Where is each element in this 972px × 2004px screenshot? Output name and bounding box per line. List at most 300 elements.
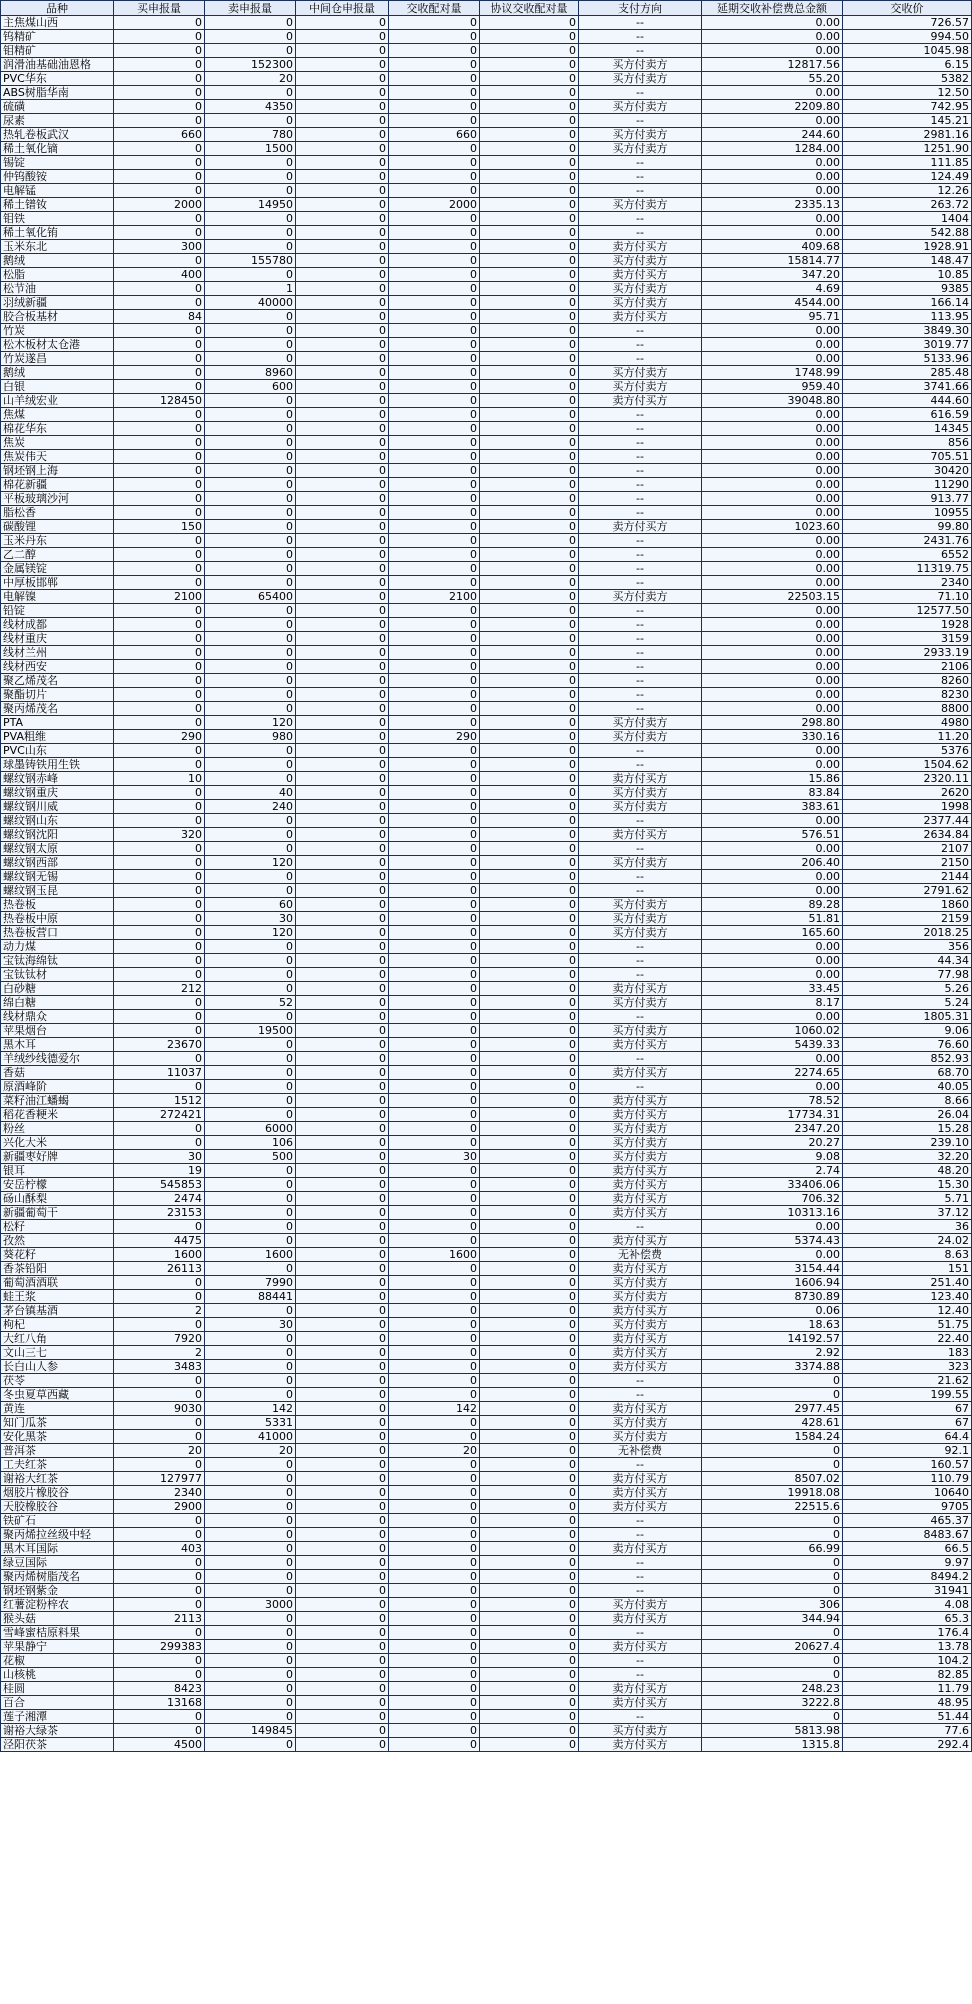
cell-intermediate-warehouse: 0 <box>296 1038 389 1052</box>
cell-agreement-matched: 0 <box>480 996 579 1010</box>
cell-delivery-price: 2377.44 <box>843 814 972 828</box>
table-row <box>1 58 972 72</box>
cell-delivery-price: 92.1 <box>843 1444 972 1458</box>
cell-intermediate-warehouse: 0 <box>296 1584 389 1598</box>
cell-payment-direction: 买方付卖方 <box>579 254 702 268</box>
cell-delivery-matched: 0 <box>389 1360 480 1374</box>
cell-delivery-price: 8230 <box>843 688 972 702</box>
cell-payment-direction: -- <box>579 212 702 226</box>
cell-payment-direction: 买方付卖方 <box>579 898 702 912</box>
cell-buy-declared: 0 <box>114 1136 205 1150</box>
cell-deferred-compensation: 8.17 <box>702 996 843 1010</box>
column-header-variety: 品种 <box>1 1 114 16</box>
cell-delivery-price: 12.50 <box>843 86 972 100</box>
cell-variety: 红薯淀粉梓农 <box>1 1598 114 1612</box>
cell-agreement-matched: 0 <box>480 1248 579 1262</box>
cell-payment-direction: -- <box>579 16 702 30</box>
cell-delivery-matched: 0 <box>389 898 480 912</box>
cell-variety: 螺纹钢山东 <box>1 814 114 828</box>
cell-variety: 线材成都 <box>1 618 114 632</box>
cell-delivery-price: 1928.91 <box>843 240 972 254</box>
cell-variety: 新疆枣好牌 <box>1 1150 114 1164</box>
table-row <box>1 478 972 492</box>
cell-payment-direction: 卖方付买方 <box>579 268 702 282</box>
cell-delivery-matched: 0 <box>389 1696 480 1710</box>
table-row <box>1 1318 972 1332</box>
cell-sell-declared: 0 <box>205 422 296 436</box>
cell-payment-direction: 卖方付买方 <box>579 1696 702 1710</box>
cell-intermediate-warehouse: 0 <box>296 856 389 870</box>
cell-payment-direction: -- <box>579 576 702 590</box>
cell-variety: 铅锭 <box>1 604 114 618</box>
cell-deferred-compensation: 2347.20 <box>702 1122 843 1136</box>
cell-variety: 棉花新疆 <box>1 478 114 492</box>
cell-buy-declared: 0 <box>114 534 205 548</box>
cell-delivery-price: 48.95 <box>843 1696 972 1710</box>
cell-sell-declared: 0 <box>205 842 296 856</box>
cell-payment-direction: -- <box>579 464 702 478</box>
cell-variety: 工夫红茶 <box>1 1458 114 1472</box>
cell-buy-declared: 0 <box>114 688 205 702</box>
cell-delivery-price: 8800 <box>843 702 972 716</box>
cell-delivery-price: 15.28 <box>843 1122 972 1136</box>
cell-deferred-compensation: 17734.31 <box>702 1108 843 1122</box>
cell-sell-declared: 0 <box>205 562 296 576</box>
cell-delivery-price: 6.15 <box>843 58 972 72</box>
cell-sell-declared: 0 <box>205 674 296 688</box>
cell-sell-declared: 0 <box>205 450 296 464</box>
cell-delivery-price: 2933.19 <box>843 646 972 660</box>
cell-buy-declared: 0 <box>114 324 205 338</box>
cell-intermediate-warehouse: 0 <box>296 618 389 632</box>
cell-agreement-matched: 0 <box>480 1584 579 1598</box>
cell-variety: 兴化大米 <box>1 1136 114 1150</box>
cell-delivery-price: 356 <box>843 940 972 954</box>
cell-payment-direction: 卖方付买方 <box>579 1472 702 1486</box>
cell-variety: 葵花籽 <box>1 1248 114 1262</box>
cell-buy-declared: 2 <box>114 1346 205 1360</box>
cell-deferred-compensation: 39048.80 <box>702 394 843 408</box>
cell-deferred-compensation: 0.00 <box>702 1052 843 1066</box>
cell-delivery-matched: 0 <box>389 114 480 128</box>
table-row <box>1 926 972 940</box>
cell-payment-direction: 卖方付买方 <box>579 1164 702 1178</box>
table-row <box>1 1206 972 1220</box>
cell-payment-direction: -- <box>579 968 702 982</box>
cell-delivery-price: 5133.96 <box>843 352 972 366</box>
cell-buy-declared: 0 <box>114 44 205 58</box>
cell-payment-direction: -- <box>579 702 702 716</box>
cell-delivery-price: 51.75 <box>843 1318 972 1332</box>
cell-buy-declared: 0 <box>114 758 205 772</box>
cell-agreement-matched: 0 <box>480 1080 579 1094</box>
cell-delivery-price: 104.2 <box>843 1654 972 1668</box>
table-row <box>1 1164 972 1178</box>
cell-buy-declared: 1600 <box>114 1248 205 1262</box>
cell-buy-declared: 0 <box>114 716 205 730</box>
cell-deferred-compensation: 2977.45 <box>702 1402 843 1416</box>
cell-sell-declared: 0 <box>205 30 296 44</box>
cell-payment-direction: 卖方付买方 <box>579 310 702 324</box>
cell-intermediate-warehouse: 0 <box>296 212 389 226</box>
cell-delivery-price: 994.50 <box>843 30 972 44</box>
cell-delivery-matched: 0 <box>389 1430 480 1444</box>
cell-delivery-matched: 0 <box>389 534 480 548</box>
cell-deferred-compensation: 0 <box>702 1458 843 1472</box>
cell-deferred-compensation: 206.40 <box>702 856 843 870</box>
cell-intermediate-warehouse: 0 <box>296 1570 389 1584</box>
table-row <box>1 870 972 884</box>
cell-intermediate-warehouse: 0 <box>296 170 389 184</box>
cell-intermediate-warehouse: 0 <box>296 366 389 380</box>
cell-deferred-compensation: 89.28 <box>702 898 843 912</box>
table-row <box>1 772 972 786</box>
cell-delivery-matched: 0 <box>389 856 480 870</box>
cell-deferred-compensation: 0.00 <box>702 114 843 128</box>
cell-deferred-compensation: 14192.57 <box>702 1332 843 1346</box>
cell-variety: 尿素 <box>1 114 114 128</box>
cell-delivery-price: 742.95 <box>843 100 972 114</box>
cell-delivery-price: 44.34 <box>843 954 972 968</box>
cell-deferred-compensation: 78.52 <box>702 1094 843 1108</box>
cell-buy-declared: 0 <box>114 842 205 856</box>
column-header-sell-declared: 卖申报量 <box>205 1 296 16</box>
cell-sell-declared: 4350 <box>205 100 296 114</box>
cell-sell-declared: 0 <box>205 492 296 506</box>
cell-intermediate-warehouse: 0 <box>296 1234 389 1248</box>
cell-intermediate-warehouse: 0 <box>296 1052 389 1066</box>
cell-delivery-matched: 0 <box>389 324 480 338</box>
cell-payment-direction: -- <box>579 758 702 772</box>
cell-intermediate-warehouse: 0 <box>296 492 389 506</box>
cell-variety: 电解锰 <box>1 184 114 198</box>
cell-sell-declared: 0 <box>205 352 296 366</box>
cell-buy-declared: 0 <box>114 1010 205 1024</box>
cell-variety: 绵白糖 <box>1 996 114 1010</box>
cell-payment-direction: -- <box>579 814 702 828</box>
cell-delivery-matched: 0 <box>389 632 480 646</box>
cell-buy-declared: 0 <box>114 282 205 296</box>
cell-delivery-matched: 0 <box>389 156 480 170</box>
cell-delivery-matched: 0 <box>389 1038 480 1052</box>
cell-delivery-matched: 0 <box>389 1066 480 1080</box>
cell-payment-direction: 买方付卖方 <box>579 58 702 72</box>
cell-variety: 焦炭 <box>1 436 114 450</box>
cell-payment-direction: 无补偿费 <box>579 1248 702 1262</box>
table-row <box>1 1528 972 1542</box>
cell-deferred-compensation: 0.00 <box>702 16 843 30</box>
cell-sell-declared: 0 <box>205 1374 296 1388</box>
cell-delivery-matched: 0 <box>389 226 480 240</box>
cell-delivery-matched: 0 <box>389 1164 480 1178</box>
cell-variety: 长白山人参 <box>1 1360 114 1374</box>
cell-variety: 茅台镇基酒 <box>1 1304 114 1318</box>
cell-delivery-price: 263.72 <box>843 198 972 212</box>
cell-sell-declared: 240 <box>205 800 296 814</box>
cell-delivery-matched: 0 <box>389 926 480 940</box>
table-row <box>1 1654 972 1668</box>
cell-payment-direction: -- <box>579 1570 702 1584</box>
cell-variety: 桂圆 <box>1 1682 114 1696</box>
cell-buy-declared: 0 <box>114 226 205 240</box>
cell-variety: 碳酸锂 <box>1 520 114 534</box>
cell-delivery-matched: 2100 <box>389 590 480 604</box>
cell-intermediate-warehouse: 0 <box>296 16 389 30</box>
cell-variety: 雪峰蜜桔原料果 <box>1 1626 114 1640</box>
table-row <box>1 450 972 464</box>
cell-variety: 枸杞 <box>1 1318 114 1332</box>
cell-agreement-matched: 0 <box>480 716 579 730</box>
cell-sell-declared: 0 <box>205 1206 296 1220</box>
cell-variety: 线材兰州 <box>1 646 114 660</box>
cell-variety: 知门瓜茶 <box>1 1416 114 1430</box>
cell-agreement-matched: 0 <box>480 72 579 86</box>
cell-delivery-price: 151 <box>843 1262 972 1276</box>
cell-variety: 焦煤 <box>1 408 114 422</box>
cell-agreement-matched: 0 <box>480 954 579 968</box>
cell-buy-declared: 128450 <box>114 394 205 408</box>
cell-variety: 谢裕大绿茶 <box>1 1724 114 1738</box>
table-row <box>1 198 972 212</box>
cell-agreement-matched: 0 <box>480 534 579 548</box>
cell-sell-declared: 0 <box>205 1178 296 1192</box>
cell-agreement-matched: 0 <box>480 324 579 338</box>
cell-variety: 羽绒新疆 <box>1 296 114 310</box>
table-row <box>1 114 972 128</box>
cell-delivery-price: 2620 <box>843 786 972 800</box>
cell-sell-declared: 0 <box>205 534 296 548</box>
cell-delivery-price: 1805.31 <box>843 1010 972 1024</box>
cell-payment-direction: 买方付卖方 <box>579 1416 702 1430</box>
cell-payment-direction: -- <box>579 156 702 170</box>
cell-agreement-matched: 0 <box>480 310 579 324</box>
cell-sell-declared: 0 <box>205 1346 296 1360</box>
cell-payment-direction: -- <box>579 954 702 968</box>
cell-intermediate-warehouse: 0 <box>296 1290 389 1304</box>
cell-intermediate-warehouse: 0 <box>296 1304 389 1318</box>
cell-sell-declared: 0 <box>205 1094 296 1108</box>
table-row <box>1 1542 972 1556</box>
cell-delivery-price: 82.85 <box>843 1668 972 1682</box>
cell-deferred-compensation: 5439.33 <box>702 1038 843 1052</box>
cell-agreement-matched: 0 <box>480 884 579 898</box>
cell-delivery-price: 123.40 <box>843 1290 972 1304</box>
cell-intermediate-warehouse: 0 <box>296 86 389 100</box>
cell-buy-declared: 0 <box>114 100 205 114</box>
cell-delivery-matched: 30 <box>389 1150 480 1164</box>
cell-buy-declared: 0 <box>114 674 205 688</box>
cell-variety: 绿豆国际 <box>1 1556 114 1570</box>
cell-agreement-matched: 0 <box>480 282 579 296</box>
cell-variety: 球墨铸铁用生铁 <box>1 758 114 772</box>
table-row <box>1 436 972 450</box>
table-row <box>1 576 972 590</box>
cell-payment-direction: 买方付卖方 <box>579 1024 702 1038</box>
table-row <box>1 786 972 800</box>
cell-variety: 仲钨酸铵 <box>1 170 114 184</box>
cell-delivery-price: 9385 <box>843 282 972 296</box>
table-row <box>1 856 972 870</box>
cell-payment-direction: -- <box>579 884 702 898</box>
table-row <box>1 100 972 114</box>
cell-deferred-compensation: 0.00 <box>702 156 843 170</box>
cell-deferred-compensation: 0.00 <box>702 604 843 618</box>
table-row <box>1 884 972 898</box>
cell-sell-declared: 0 <box>205 702 296 716</box>
cell-deferred-compensation: 0 <box>702 1710 843 1724</box>
cell-delivery-price: 9.06 <box>843 1024 972 1038</box>
cell-deferred-compensation: 4.69 <box>702 282 843 296</box>
table-row <box>1 352 972 366</box>
cell-delivery-price: 37.12 <box>843 1206 972 1220</box>
cell-delivery-price: 2431.76 <box>843 534 972 548</box>
cell-buy-declared: 2000 <box>114 198 205 212</box>
cell-intermediate-warehouse: 0 <box>296 408 389 422</box>
cell-agreement-matched: 0 <box>480 744 579 758</box>
cell-agreement-matched: 0 <box>480 842 579 856</box>
cell-buy-declared: 0 <box>114 912 205 926</box>
cell-delivery-price: 5.71 <box>843 1192 972 1206</box>
cell-agreement-matched: 0 <box>480 1724 579 1738</box>
cell-deferred-compensation: 2335.13 <box>702 198 843 212</box>
cell-variety: 螺纹钢沈阳 <box>1 828 114 842</box>
table-row <box>1 646 972 660</box>
cell-delivery-matched: 0 <box>389 30 480 44</box>
cell-delivery-price: 26.04 <box>843 1108 972 1122</box>
cell-variety: 松脂 <box>1 268 114 282</box>
cell-sell-declared: 0 <box>205 1640 296 1654</box>
cell-intermediate-warehouse: 0 <box>296 450 389 464</box>
cell-delivery-price: 66.5 <box>843 1542 972 1556</box>
cell-intermediate-warehouse: 0 <box>296 926 389 940</box>
cell-delivery-matched: 660 <box>389 128 480 142</box>
cell-buy-declared: 0 <box>114 1276 205 1290</box>
cell-buy-declared: 400 <box>114 268 205 282</box>
cell-buy-declared: 0 <box>114 254 205 268</box>
table-row <box>1 744 972 758</box>
cell-delivery-price: 77.98 <box>843 968 972 982</box>
cell-deferred-compensation: 244.60 <box>702 128 843 142</box>
cell-buy-declared: 0 <box>114 86 205 100</box>
cell-variety: 螺纹钢无锡 <box>1 870 114 884</box>
table-row <box>1 170 972 184</box>
cell-agreement-matched: 0 <box>480 1178 579 1192</box>
cell-buy-declared: 4475 <box>114 1234 205 1248</box>
cell-variety: 乙二醇 <box>1 548 114 562</box>
cell-buy-declared: 0 <box>114 856 205 870</box>
cell-payment-direction: 买方付卖方 <box>579 912 702 926</box>
cell-agreement-matched: 0 <box>480 870 579 884</box>
cell-buy-declared: 0 <box>114 702 205 716</box>
cell-delivery-matched: 0 <box>389 576 480 590</box>
table-body <box>1 16 972 1752</box>
cell-deferred-compensation: 18.63 <box>702 1318 843 1332</box>
cell-agreement-matched: 0 <box>480 968 579 982</box>
cell-buy-declared: 0 <box>114 184 205 198</box>
cell-agreement-matched: 0 <box>480 1206 579 1220</box>
cell-deferred-compensation: 12817.56 <box>702 58 843 72</box>
cell-payment-direction: 买方付卖方 <box>579 590 702 604</box>
cell-sell-declared: 120 <box>205 856 296 870</box>
cell-sell-declared: 0 <box>205 86 296 100</box>
cell-agreement-matched: 0 <box>480 1556 579 1570</box>
cell-variety: 动力煤 <box>1 940 114 954</box>
cell-variety: PVC山东 <box>1 744 114 758</box>
cell-variety: 大红八角 <box>1 1332 114 1346</box>
cell-sell-declared: 41000 <box>205 1430 296 1444</box>
cell-agreement-matched: 0 <box>480 240 579 254</box>
cell-intermediate-warehouse: 0 <box>296 884 389 898</box>
cell-buy-declared: 0 <box>114 786 205 800</box>
cell-delivery-matched: 0 <box>389 1542 480 1556</box>
table-row <box>1 1108 972 1122</box>
cell-intermediate-warehouse: 0 <box>296 1164 389 1178</box>
cell-deferred-compensation: 0.00 <box>702 338 843 352</box>
cell-intermediate-warehouse: 0 <box>296 688 389 702</box>
cell-payment-direction: 买方付卖方 <box>579 100 702 114</box>
cell-sell-declared: 0 <box>205 1654 296 1668</box>
table-row <box>1 1598 972 1612</box>
cell-deferred-compensation: 1284.00 <box>702 142 843 156</box>
cell-delivery-matched: 0 <box>389 1052 480 1066</box>
cell-delivery-price: 1998 <box>843 800 972 814</box>
cell-agreement-matched: 0 <box>480 1038 579 1052</box>
cell-buy-declared: 272421 <box>114 1108 205 1122</box>
cell-sell-declared: 0 <box>205 1556 296 1570</box>
cell-sell-declared: 88441 <box>205 1290 296 1304</box>
cell-deferred-compensation: 0.00 <box>702 870 843 884</box>
cell-delivery-matched: 0 <box>389 772 480 786</box>
cell-intermediate-warehouse: 0 <box>296 1248 389 1262</box>
cell-sell-declared: 0 <box>205 1192 296 1206</box>
cell-variety: 山羊绒宏业 <box>1 394 114 408</box>
cell-delivery-price: 199.55 <box>843 1388 972 1402</box>
cell-variety: 螺纹钢赤峰 <box>1 772 114 786</box>
cell-delivery-price: 705.51 <box>843 450 972 464</box>
cell-delivery-matched: 0 <box>389 422 480 436</box>
cell-agreement-matched: 0 <box>480 86 579 100</box>
cell-delivery-price: 48.20 <box>843 1164 972 1178</box>
cell-deferred-compensation: 95.71 <box>702 310 843 324</box>
cell-delivery-matched: 0 <box>389 1318 480 1332</box>
cell-buy-declared: 0 <box>114 1416 205 1430</box>
cell-delivery-matched: 0 <box>389 828 480 842</box>
cell-delivery-matched: 0 <box>389 1304 480 1318</box>
cell-intermediate-warehouse: 0 <box>296 310 389 324</box>
column-header-delivery-matched: 交收配对量 <box>389 1 480 16</box>
cell-delivery-matched: 0 <box>389 1570 480 1584</box>
cell-intermediate-warehouse: 0 <box>296 1556 389 1570</box>
cell-agreement-matched: 0 <box>480 940 579 954</box>
cell-variety: 稀土氧化镝 <box>1 142 114 156</box>
cell-intermediate-warehouse: 0 <box>296 114 389 128</box>
cell-delivery-matched: 0 <box>389 1346 480 1360</box>
cell-sell-declared: 1 <box>205 282 296 296</box>
cell-buy-declared: 0 <box>114 1514 205 1528</box>
table-row <box>1 716 972 730</box>
cell-agreement-matched: 0 <box>480 1598 579 1612</box>
table-row <box>1 758 972 772</box>
table-row <box>1 1010 972 1024</box>
cell-agreement-matched: 0 <box>480 422 579 436</box>
cell-buy-declared: 0 <box>114 422 205 436</box>
table-row <box>1 282 972 296</box>
cell-buy-declared: 300 <box>114 240 205 254</box>
cell-buy-declared: 4500 <box>114 1738 205 1752</box>
cell-deferred-compensation: 33.45 <box>702 982 843 996</box>
cell-delivery-matched: 0 <box>389 674 480 688</box>
cell-intermediate-warehouse: 0 <box>296 758 389 772</box>
